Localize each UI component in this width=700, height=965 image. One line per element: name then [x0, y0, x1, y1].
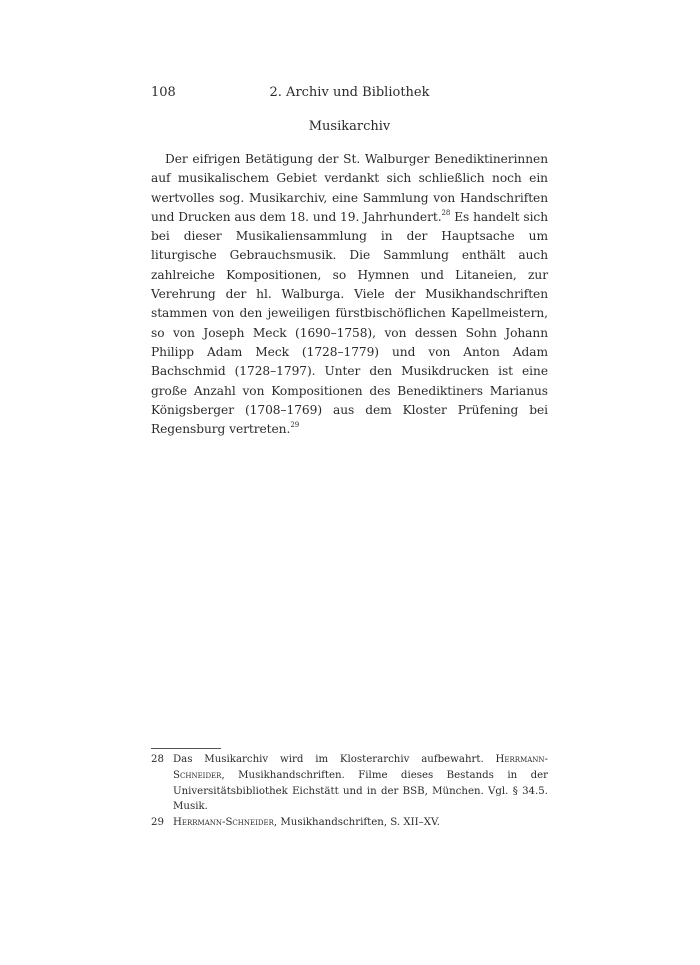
running-title: 2. Archiv und Bibliothek [269, 85, 430, 100]
footnote-28 [151, 752, 548, 815]
footnote-text: , Musikhandschriften, S. XII–XV. [273, 817, 440, 829]
page-number: 108 [151, 85, 176, 100]
footnote-number: 28 [151, 754, 164, 765]
footnote-author: Herrmann-Schneider [173, 817, 274, 829]
footnote-author: Herrmann-Schneider [173, 754, 548, 781]
footnotes [151, 752, 548, 831]
footnote-number: 29 [151, 817, 164, 829]
section-heading: Musikarchiv [308, 119, 391, 134]
footnote-separator [151, 748, 221, 749]
body-paragraph [151, 150, 548, 439]
footnote-text: Das Musikarchiv wird im Klosterarchiv aufbewahrt. [173, 754, 496, 765]
body-text-part-2: Es handelt sich bei dieser Musikaliensammlung in der Hauptsache um liturgische Gebrauchsmusik. Die Sammlung enthält auch zahlreiche Kompositionen, so Hymnen und Litaneien, zur Verehrung der hl. Walburga. Viele der Musikhandschriften stammen von den jeweiligen fürstbischöflichen Kapellmeistern, so von Joseph Meck (1690–1758), von dessen Sohn Johann Philipp Adam Meck (1728–1779) und von Anton Adam Bachschmid (1728–1797). Unter den Musikdrucken ist eine große Anzahl von Kompositionen des Benediktiners Marianus Königsberger (1708–1769) aus dem Kloster Prüfening bei Regensburg vertreten. [151, 209, 548, 437]
footnote-text: , Musikhandschriften. Filme dieses Bestands in der Universitätsbibliothek Eichstätt und in der BSB, München. Vgl. § 34.5. Musik. [173, 769, 548, 813]
body-text-part-1: Der eifrigen Betätigung der St. Walburger Benediktinerinnen auf musikalischem Gebiet verdankt sich schließlich noch ein wertvolles sog. Musikarchiv, eine Sammlung von Handschriften und Drucken aus dem 18. und 19. Jahrhundert. [151, 152, 548, 224]
footnote-29 [151, 815, 548, 831]
footnote-ref-29[interactable]: 29 [290, 421, 300, 430]
footnote-ref-28[interactable]: 28 [441, 208, 451, 217]
running-head [151, 84, 548, 102]
